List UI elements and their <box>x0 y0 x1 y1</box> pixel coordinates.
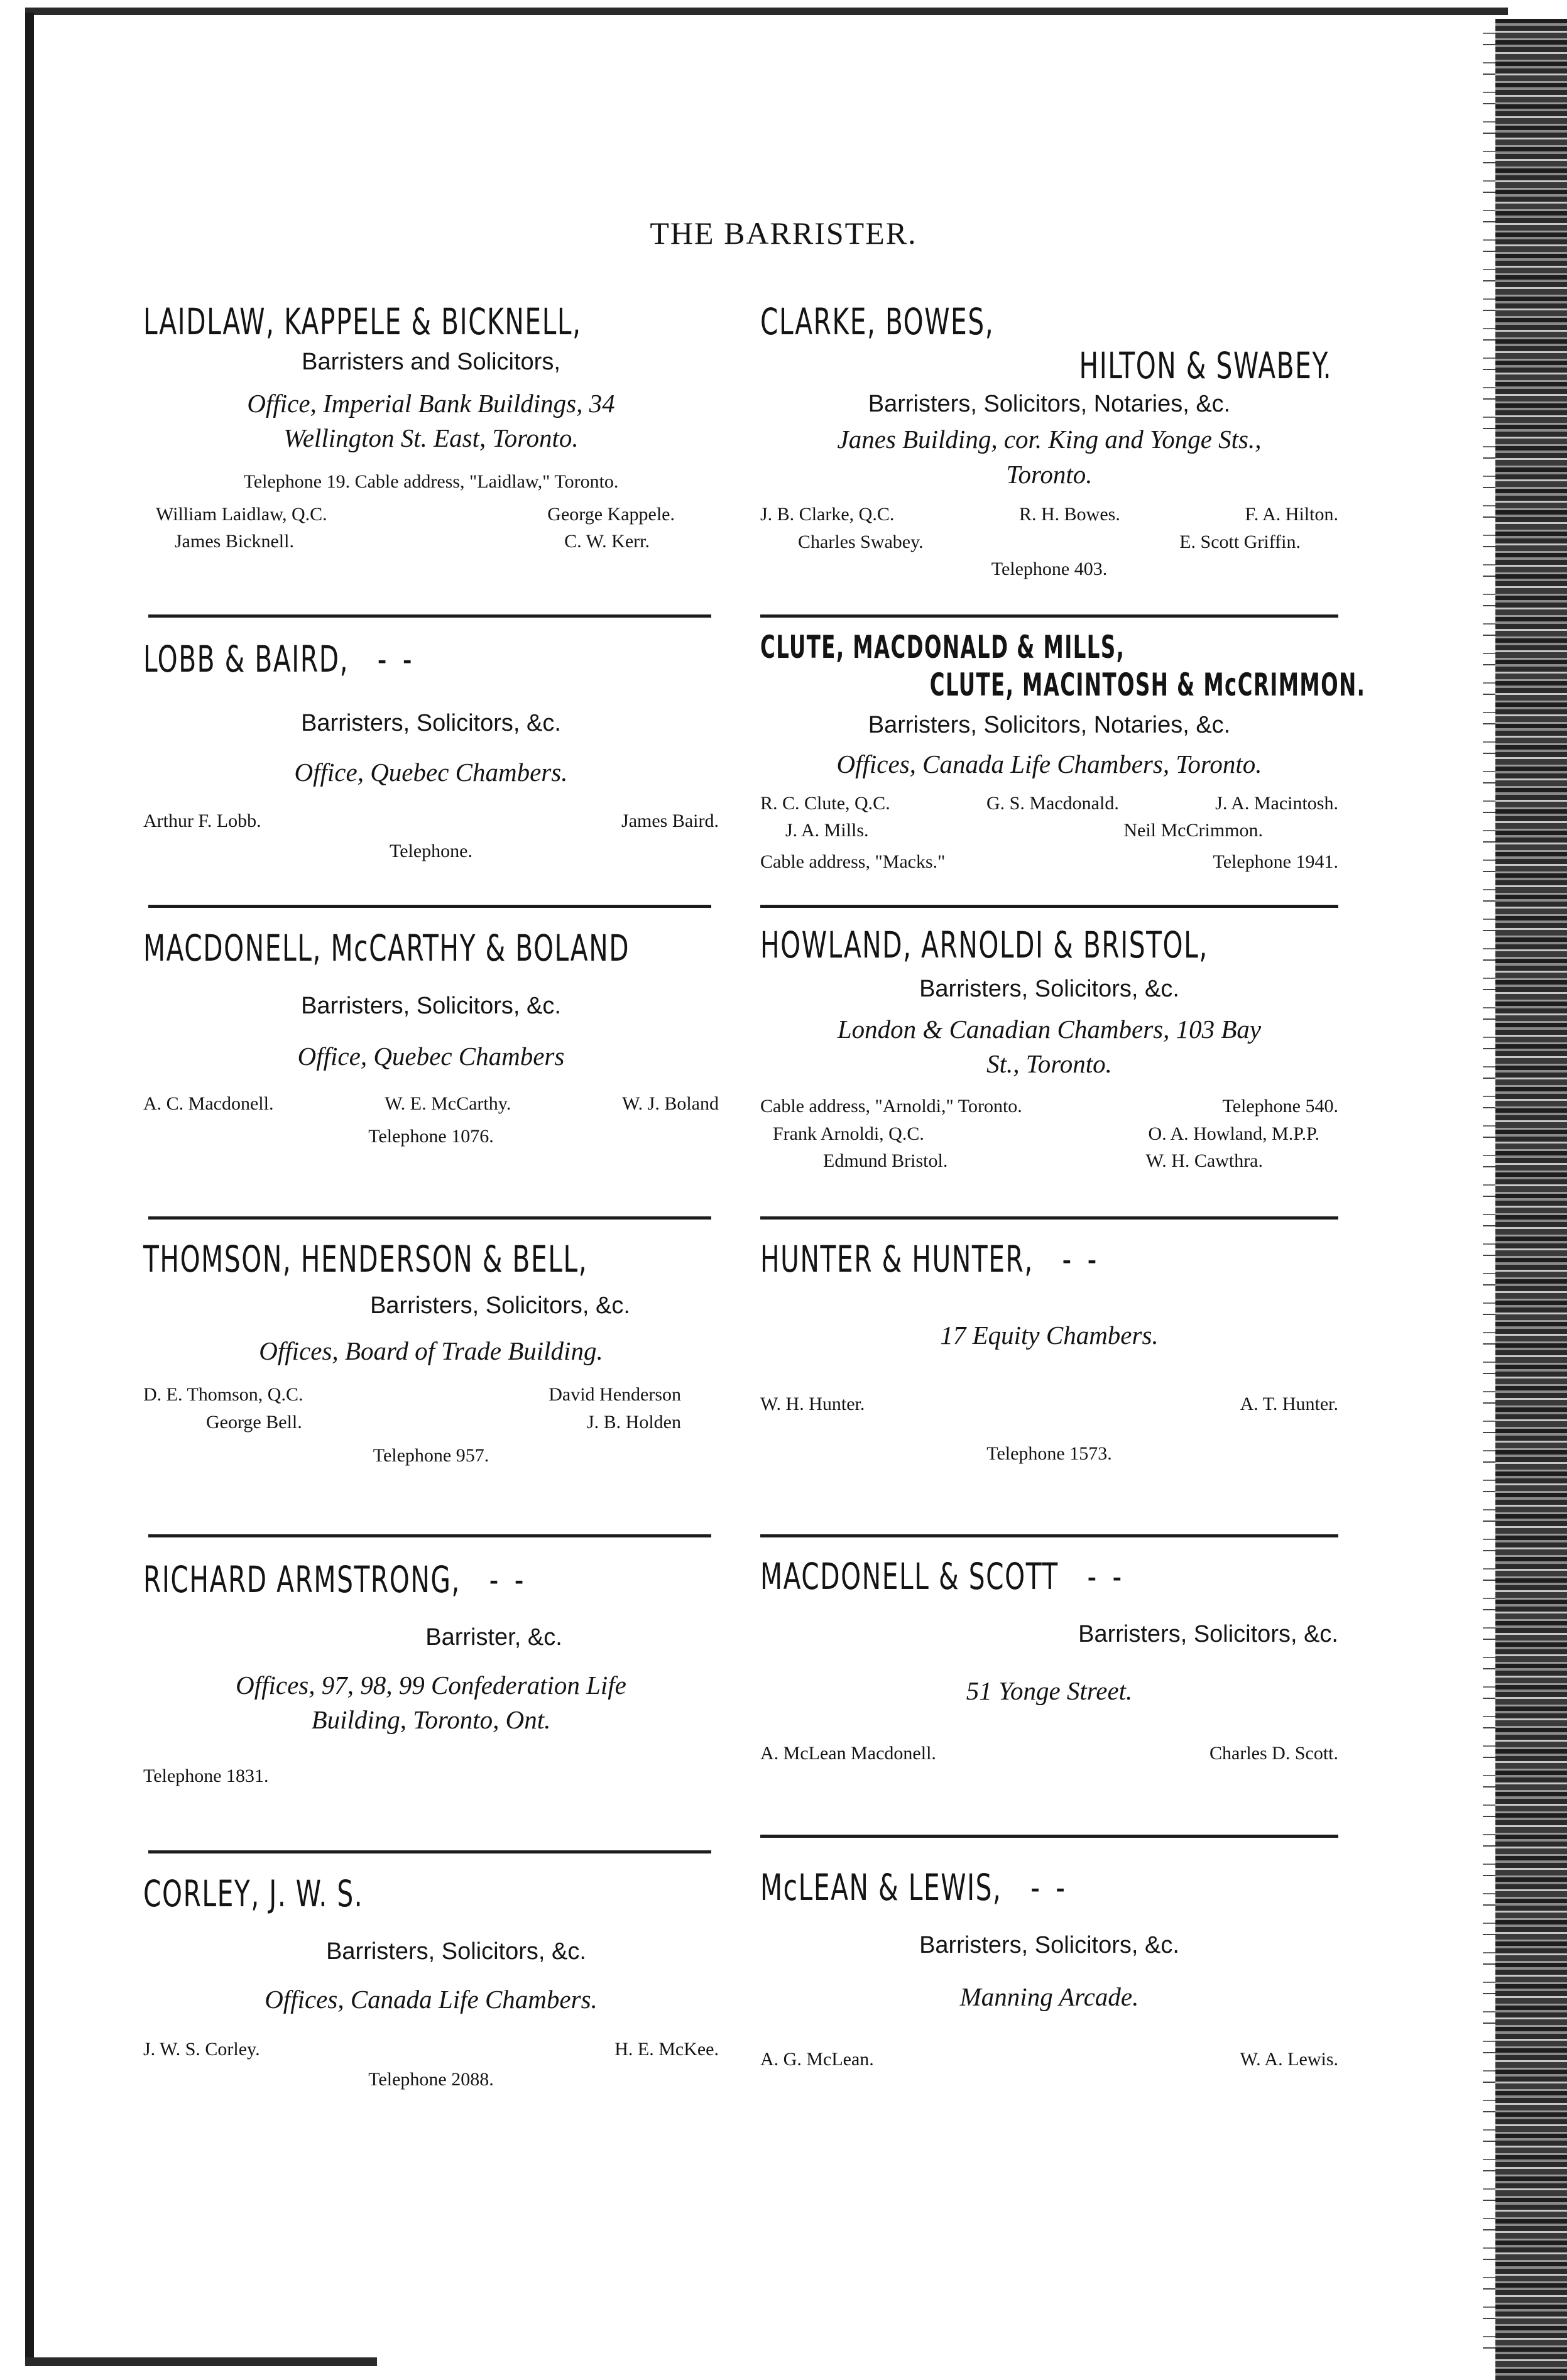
office-address <box>760 422 1338 492</box>
partner-name: Edmund Bristol. <box>823 1150 948 1172</box>
office-line: Offices, Board of Trade Building. <box>259 1336 603 1365</box>
office-address <box>760 747 1338 782</box>
partner-names <box>760 1120 1338 1175</box>
office-line: Wellington St. East, Toronto. <box>283 423 579 453</box>
partner-name: F. A. Hilton. <box>1245 504 1338 525</box>
partner-name: O. A. Howland, M.P.P. <box>1148 1123 1319 1144</box>
firm-description: Barristers, Solicitors, &c. <box>919 1931 1179 1958</box>
partner-names <box>760 1740 1338 1767</box>
partner-name: W. E. McCarthy. <box>385 1093 511 1115</box>
partner-name: R. C. Clute, Q.C. <box>760 792 890 814</box>
right-scan-edge <box>1495 19 1567 2380</box>
partner-names <box>143 501 719 555</box>
partner-name: James Baird. <box>621 811 719 832</box>
office-address <box>760 1980 1338 2014</box>
listing-corley <box>143 1872 719 2093</box>
office-line: Building, Toronto, Ont. <box>311 1705 551 1735</box>
office-line: Manning Arcade. <box>959 1982 1139 2011</box>
partner-name: W. H. Hunter. <box>760 1393 865 1414</box>
partner-name: W. J. Boland <box>622 1093 719 1115</box>
office-line: Office, Imperial Bank Buildings, 34 <box>247 388 615 418</box>
office-address <box>143 1982 719 2017</box>
partner-name: J. A. Macintosh. <box>1215 792 1338 814</box>
office-address <box>143 1668 719 1738</box>
firm-name: HUNTER & HUNTER, - - <box>760 1238 1101 1280</box>
listing-richard-armstrong <box>143 1558 719 1790</box>
section-divider <box>148 614 711 618</box>
partner-name: William Laidlaw, Q.C. <box>156 503 327 525</box>
telephone: Telephone 403. <box>991 559 1108 580</box>
bottom-border <box>25 2357 377 2366</box>
firm-name: McLEAN & LEWIS, - - <box>760 1866 1069 1909</box>
section-divider <box>148 1216 711 1220</box>
cable-address: Cable address, "Arnoldi," Toronto. <box>760 1096 1022 1117</box>
section-divider <box>760 1216 1338 1220</box>
section-divider <box>760 1534 1338 1537</box>
right-column <box>760 289 1366 2174</box>
partner-name: R. H. Bowes. <box>1019 504 1120 525</box>
office-line: Toronto. <box>1006 459 1093 489</box>
firm-name: LAIDLAW, KAPPELE & BICKNELL, <box>143 300 582 343</box>
telephone: Telephone 1831. <box>143 1766 269 1787</box>
contact-line <box>760 1093 1338 1120</box>
firm-description: Barristers, Solicitors, &c. <box>370 1292 630 1319</box>
partner-name: J. B. Holden <box>587 1411 681 1433</box>
firm-name: CLUTE, MACDONALD & MILLS, <box>760 629 1125 665</box>
listing-clute-macdonald <box>760 628 1366 875</box>
office-line: London & Canadian Chambers, 103 Bay <box>837 1014 1262 1044</box>
listing-lobb-baird <box>143 638 719 865</box>
partner-name: Charles Swabey. <box>798 531 924 552</box>
partner-name: James Bicknell. <box>175 531 294 552</box>
partner-name: David Henderson <box>549 1384 681 1406</box>
page-title: THE BARRISTER. <box>650 216 917 251</box>
firm-name: MACDONELL & SCOTT - - <box>760 1555 1126 1598</box>
contact-line <box>760 848 1338 876</box>
office-address <box>143 755 719 790</box>
partner-name: George Kappele. <box>547 503 675 525</box>
partner-names <box>760 501 1338 555</box>
partner-name: W. A. Lewis. <box>1240 2049 1338 2070</box>
office-line: St., Toronto. <box>986 1049 1112 1079</box>
telephone: Telephone 540. <box>1222 1096 1338 1117</box>
partner-names <box>760 2046 1338 2073</box>
cable-address: Cable address, "Macks." <box>760 851 946 872</box>
section-divider <box>148 905 711 908</box>
firm-description: Barristers, Solicitors, Notaries, &c. <box>868 712 1231 738</box>
section-divider <box>760 614 1338 618</box>
partner-names <box>143 1090 719 1118</box>
firm-name-line2: CLUTE, MACINTOSH & McCRIMMON. <box>929 667 1366 703</box>
left-column <box>143 289 719 2174</box>
listing-mclean-lewis <box>760 1866 1338 2073</box>
partner-name: C. W. Kerr. <box>564 531 650 552</box>
listing-laidlaw <box>143 300 719 555</box>
partner-name: J. W. S. Corley. <box>143 2039 260 2060</box>
partner-name: G. S. Macdonald. <box>986 792 1119 814</box>
office-address <box>760 1674 1338 1708</box>
partner-name: W. H. Cawthra. <box>1145 1150 1263 1172</box>
section-divider <box>148 1850 711 1853</box>
partner-names <box>760 1390 1338 1418</box>
listing-clarke-bowes <box>760 300 1338 583</box>
firm-name-line2: HILTON & SWABEY. <box>1079 344 1332 387</box>
partner-name: A. C. Macdonell. <box>143 1093 274 1115</box>
section-divider <box>148 1534 711 1537</box>
firm-description: Barristers and Solicitors, <box>302 348 560 375</box>
partner-name: George Bell. <box>206 1411 302 1433</box>
office-line: Janes Building, cor. King and Yonge Sts., <box>837 425 1262 454</box>
partner-name: D. E. Thomson, Q.C. <box>143 1384 303 1406</box>
office-address <box>143 1039 719 1074</box>
section-divider <box>760 1835 1338 1838</box>
partner-names <box>143 2036 719 2063</box>
left-binding-edge <box>25 13 34 2362</box>
firm-description: Barristers, Solicitors, &c. <box>301 709 561 736</box>
telephone: Telephone. <box>389 840 472 861</box>
firm-name: THOMSON, HENDERSON & BELL, <box>143 1238 588 1280</box>
partner-names <box>143 1381 719 1436</box>
office-line: Office, Quebec Chambers. <box>294 757 568 787</box>
telephone: Telephone 1941. <box>1213 851 1338 872</box>
office-line: 17 Equity Chambers. <box>940 1320 1159 1350</box>
office-address <box>143 1334 719 1368</box>
partner-name: A. G. McLean. <box>760 2049 874 2070</box>
office-address <box>760 1012 1338 1082</box>
partner-name: H. E. McKee. <box>614 2039 719 2060</box>
firm-name: CORLEY, J. W. S. <box>143 1872 364 1915</box>
firm-description: Barristers, Solicitors, &c. <box>301 992 561 1019</box>
firm-description: Barristers, Solicitors, &c. <box>326 1938 586 1965</box>
office-line: Offices, Canada Life Chambers, Toronto. <box>836 750 1262 779</box>
listing-macdonell-scott <box>760 1555 1338 1767</box>
office-line: Offices, 97, 98, 99 Confederation Life <box>236 1670 626 1700</box>
partner-name: A. McLean Macdonell. <box>760 1743 936 1764</box>
office-address <box>760 1318 1338 1353</box>
listing-hunter-hunter <box>760 1238 1338 1468</box>
partner-name: Frank Arnoldi, Q.C. <box>773 1123 924 1144</box>
partner-names <box>143 807 719 835</box>
firm-description: Barrister, &c. <box>425 1624 562 1651</box>
listing-thomson-henderson <box>143 1238 719 1470</box>
partner-name: Neil McCrimmon. <box>1123 820 1263 841</box>
office-line: Offices, Canada Life Chambers. <box>265 1984 598 2014</box>
telephone: Telephone 957. <box>373 1445 489 1466</box>
listing-macdonell-mccarthy <box>143 927 719 1150</box>
section-divider <box>760 905 1338 908</box>
partner-name: Arthur F. Lobb. <box>143 811 261 832</box>
firm-name: HOWLAND, ARNOLDI & BRISTOL, <box>760 924 1208 966</box>
firm-name: RICHARD ARMSTRONG, - - <box>143 1558 528 1601</box>
telephone: Telephone 2088. <box>368 2068 494 2090</box>
firm-name: MACDONELL, McCARTHY & BOLAND <box>143 927 630 969</box>
listing-howland-arnoldi <box>760 924 1338 1175</box>
firm-name: CLARKE, BOWES, <box>760 300 995 343</box>
firm-description: Barristers, Solicitors, Notaries, &c. <box>868 391 1231 418</box>
partner-name: A. T. Hunter. <box>1240 1393 1338 1414</box>
top-border <box>25 8 1508 15</box>
firm-name: LOBB & BAIRD, - - <box>143 638 416 680</box>
telephone: Telephone 1573. <box>986 1443 1112 1465</box>
partner-name: Charles D. Scott. <box>1209 1743 1338 1764</box>
office-line: 51 Yonge Street. <box>966 1676 1133 1705</box>
contact-line: Telephone 19. Cable address, "Laidlaw," Toronto. <box>243 471 619 493</box>
office-line: Office, Quebec Chambers <box>297 1041 565 1071</box>
partner-name: J. A. Mills. <box>785 820 869 841</box>
partner-names <box>760 790 1338 844</box>
partner-name: E. Scott Griffin. <box>1179 531 1301 552</box>
firm-description: Barristers, Solicitors, &c. <box>1078 1620 1338 1647</box>
office-address <box>143 386 719 456</box>
telephone: Telephone 1076. <box>368 1125 494 1147</box>
firm-description: Barristers, Solicitors, &c. <box>919 975 1179 1002</box>
partner-name: J. B. Clarke, Q.C. <box>760 504 895 525</box>
